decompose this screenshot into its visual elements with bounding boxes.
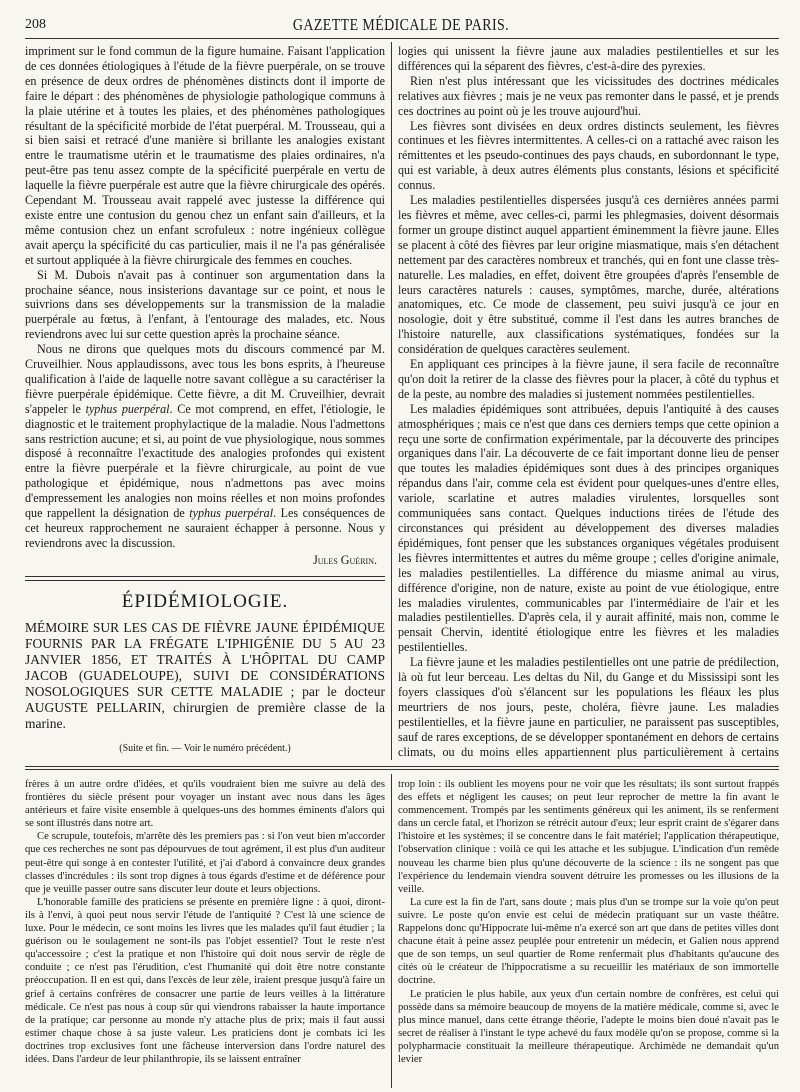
section-divider-2 [25, 769, 779, 770]
column-a [25, 44, 385, 759]
paragraph: Ce scrupule, toutefois, m'arrête dès les premiers pas : si l'on veut bien m'accorder que ces recherches ne sont pas dépourvues de tout agrément, il est plus d'un auditeur peut-être qui songe à en contester l'utilité, et j'ai d'abord à convaincre deux grandes classes d'incrédules : ils sont trop dignes à tous égards d'estime et de déférence pour que je veuille passer outre sans discuter leur doute et leurs objections. [25, 831, 385, 895]
paragraph: Nous ne dirons que quelques mots du discours commencé par M. Cruveilhier. Nous applaudissons, avec tous les bons esprits, à l'heureuse qualification à l'aide de laquelle notre savant collègue a su caractériser la fièvre puerpérale épidémique. Cette fièvre, a dit M. Cruveilhier, devrait s'appeler le typhus puerpéral. Ce mot comprend, en effet, l'étiologie, le diagnostic et le traitement prophylactique de la maladie. Nous l'admettons sans restriction aucune; et si, au point de vue physiologique, nous sommes disposé à reconnaître l'exactitude des analogies profondes qui existent entre la fièvre puerpérale et la fièvre chirurgicale, au point de vue pathologique et épidémique, nous n'admettons pas avec moins d'empressement les analogies non moins réelles et non moins profondes que rappellent la désignation de typhus puerpéral. Les conséquences de cet heureux rapprochement ne sauraient échapper à personne. Nous y reviendrons avec la discussion. [25, 342, 385, 550]
column-d [398, 778, 779, 1088]
paragraph: logies qui unissent la fièvre jaune aux maladies pestilentielles et sur les différences qui la séparent des fièvres, c'est-à-dire des pyrexies. [398, 44, 779, 73]
paragraph: Les fièvres sont divisées en deux ordres distincts seulement, les fièvres continues et les fièvres intermittentes. A celles-ci on a rattaché avec raison les rémittentes et les pseudo-continues des pays chauds, en subordonnant le type, qui est variable, à deux autres éléments plus constants, lésions et spécificité connus. [398, 118, 779, 193]
paragraph: trop loin : ils oublient les moyens pour ne voir que les résultats; ils sont surtout frappés des effets et négligent les causes; on peut leur reprocher de mettre la fin avant le commencement. Trompés par les sentiments généreux qui les animent, ils se renferment dans un cercle fatal, et l'horizon se rétrécit autour d'eux; leur esprit craint de s'égarer dans l'histoire et les systèmes; il se concentre dans le fait matériel; l'application thérapeutique, l'observation clinique : voilà ce qui les attache et les subjugue. L'indication d'un remède nouveau les charme bien plus qu'une découverte de la science : ils ne songent pas que l'expérience du lendemain viendra souvent détruire les promesses ou les illusions de la veille. [398, 779, 779, 895]
memoir-title: MÉMOIRE SUR LES CAS DE FIÈVRE JAUNE ÉPIDÉMIQUE FOURNIS PAR LA FRÉGATE L'IPHIGÉNIE DU 5 AU 23 JANVIER 1856, ET TRAITÉS À L'HÔPITAL DU CAMP JACOB (GUADELOUPE), SUIVI DE CONSIDÉRATIONS NOSOLOGIQUES SUR CETTE MALADIE ; par le docteur AUGUSTE PELLARIN, chirurgien de première classe de la marine. [25, 619, 385, 731]
column-divider-top [391, 42, 392, 760]
section-rule [25, 576, 385, 581]
journal-title: GAZETTE MÉDICALE DE PARIS. [292, 15, 510, 34]
paragraph: Les maladies épidémiques sont attribuées, depuis l'antiquité à des causes atmosphériques ; mais ce n'est que dans ces derniers temps que cette opinion a reçu une sorte de confirmation expérimentale, par la découverte des principes organiques dans l'air. La découverte de ce fait important donne lieu de penser que toutes les maladies épidémiques sont dues à des principes organiques répandus dans l'air, comme cela est évident pour quelques-unes d'entre elles, variole, scarlatine et autres maladies virulentes, lorsquelles sont communiquées sans contact. Quelques inductions tirées de l'étude des circonstances qui président au développement des diverses maladies épidémiques, font penser que les substances organiques végétales produisent les fièvres intermittentes et autres du même groupe ; celles d'origine animale, les maladies pestilentielles. La différence du miasme animal au virus, différence d'origine, non de nature, existe au point de vue étiologique, entre les maladies virulentes, communicables par l'intermédiaire de l'air et les maladies pestilentielles. D'après cela, il y aurait affinité, mais non, comme le pensait Chervin, identité étiologique entre les fièvres et les maladies pestilentielles. [398, 401, 779, 655]
paragraph: Rien n'est plus intéressant que les vicissitudes des doctrines médicales relatives aux fièvres ; mais je ne veux pas remonter dans le passé, et je prends ces doctrines au point où je les trouve aujourd'hui. [398, 73, 779, 118]
column-b [398, 44, 779, 759]
paragraph: La cure est la fin de l'art, sans doute ; mais plus d'un se trompe sur la voie qu'on peut suivre. Le poste qu'on envie est celui de médecin pratiquant sur un vaste théâtre. Rappelons donc qu'Hippocrate lui-même n'a exercé son art que dans de petites villes dont chacune était à peine assez peuplée pour entretenir un médecin, et Galien nous apprend que de son temps, un seul quartier de Rome renfermait plus d'habitants qu'aucune des cités où le créateur de l'hippocratisme a su recueillir les matériaux de son immortelle doctrine. [398, 896, 779, 987]
column-c [25, 778, 385, 1088]
paragraph: La fièvre jaune et les maladies pestilentielles ont une patrie de prédilection, là où fut leur berceau. Les deltas du Nil, du Gange et du Mississipi sont les foyers classiques d'où s'élancent sur les populations les fléaux les plus meurtriers de nos jours, peste, choléra, fièvre jaune. Les maladies pestilentielles, et la fièvre jaune en particulier, ne paraissent pas susceptibles, sauf de rares exceptions, de se développer spontanément en dehors de certains climats, ou du moins elles appartiennent plus particulièrement à certains [398, 655, 779, 759]
page-header [25, 15, 777, 37]
author-signature: Jules Guérin. [313, 552, 377, 567]
paragraph: Le praticien le plus habile, aux yeux d'un certain nombre de confrères, est celui qui possède dans sa mémoire beaucoup de moyens de la matière médicale, comme si, avec le plus mince manuel, dans cette étrange théorie, l'adepte le moins bien doué n'avait pas le secret de réaliser à l'instant le type achevé du faux modèle qu'on se propose, comme si la polypharmacie constituait la meilleure thérapeutique. Archimède ne demandait qu'un levier [398, 988, 779, 1065]
paragraph: Les maladies pestilentielles dispersées jusqu'à ces dernières années parmi les fièvres et même, avec celles-ci, parmi les phlegmasies, doivent désormais former un groupe distinct auquel appartient éminemment la fièvre jaune. Elles se placent à côté des fièvres par leur origine miasmatique, mais s'en détachent nettement par des caractères nombreux et tranchés, qui en font une classe très-naturelle. Les maladies, en effet, doivent être groupées d'après l'ensemble de leurs caractères naturels : causes, symptômes, marche, durée, altérations anatomiques, etc. Ce mode de classement, peu suivi jusqu'à ce jour en nosologie, doit y être substitué, comme il l'est dans les autres branches de l'histoire naturelle, aux classifications systématiques, fondées sur la considération de quelques caractères seulement. [398, 193, 779, 357]
paragraph: L'honorable famille des praticiens se présente en première ligne : à quoi, diront-ils à l'envi, à quoi peut nous servir l'étude de l'antiquité ? C'est là une science de luxe. Pour le médecin, ce sont moins les livres que les malades qu'il faut étudier ; la guérison ou le soulagement ne sont-ils pas l'objet essentiel? Tout le reste n'est qu'accessoire ; c'est la pratique et non l'histoire qui doit nous servir de règle de conduite ; ce n'est pas l'érudition, c'est l'humanité qui doit être notre constante préoccupation. Il en est qui, dans l'excès de leur zèle, iraient presque jusqu'à faire un grief à certains confrères de consacrer une partie de leurs veilles à la littérature médicale. Ce n'est pas nous à coup sûr qui viendrons rabaisser la haute importance de la pratique; car personne au monde n'y attache plus de prix; mais il faut aussi estimer chaque chose à sa juste valeur. Les praticiens dont je combats ici les doctrines trop exclusives font une fâcheuse interversion dans l'ordre naturel des idées. Dans l'ardeur de leur philanthropie, ils se laissent entraîner [25, 896, 385, 1065]
page-number: 208 [25, 17, 46, 32]
paragraph: impriment sur le fond commun de la figure humaine. Faisant l'application de ces données étiologiques à l'étude de la fièvre puerpérale, on se trouve en présence de deux ordres de phénomènes distincts dont il importe de faire le départ : des phénomènes de physiologie pathologique communs à la plaie utérine et à toutes les plaies, et des phénomènes pathologiques résultant de la spécificité morbide de l'état puerpéral. M. Trousseau, qui a si bien saisi et retracé d'une manière si brillante les analogies existant entre le traumatisme utérin et le traumatisme des plaies ordinaires, n'a peut-être pas tenu assez compte de la spécificité puerpérale en vertu de laquelle la fièvre puerpérale est autre que la fièvre chirurgicale des opérés. Cependant M. Trousseau avait rappelé avec justesse la différence qui existe entre une contusion du genou chez un enfant sain d'ailleurs, et la même contusion chez un enfant scrofuleux : notre ingénieux collègue avait aperçu la spécificité du cas particulier, mais il ne l'a pas généralisée et surtout appliquée à la fièvre chirurgicale des femmes en couches. [25, 44, 385, 267]
paragraph: En appliquant ces principes à la fièvre jaune, il sera facile de reconnaître qu'on doit la retirer de la classe des fièvres pour la placer, à côté du typhus et de la peste, au nombre des maladies si justement nommées pestilentielles. [398, 357, 779, 401]
column-divider-bottom [391, 774, 392, 1088]
header-rule [25, 38, 779, 39]
section-title: ÉPIDÉMIOLOGIE. [121, 590, 289, 612]
section-divider [25, 766, 779, 767]
paragraph: frères à un autre ordre d'idées, et qu'ils voudraient bien me suivre au delà des frontières du siècle présent pour voyager un instant avec nous dans les âges antérieurs et faire visite ensemble à quelques-uns des hommes éminents d'alors qui se sont illustrés dans notre art. [25, 779, 385, 830]
continuation-note: (Suite et fin. — Voir le numéro précédent.) [119, 742, 291, 754]
paragraph: Si M. Dubois n'avait pas à continuer son argumentation dans la prochaine séance, nous insisterions davantage sur ce point, et nous le suivrions dans ses développements sur la transmission de la maladie puerpérale au fœtus, à l'enfant, à l'entourage des malades, etc. Nous reviendrons avec lui sur cette question après la prochaine séance. [25, 267, 385, 342]
